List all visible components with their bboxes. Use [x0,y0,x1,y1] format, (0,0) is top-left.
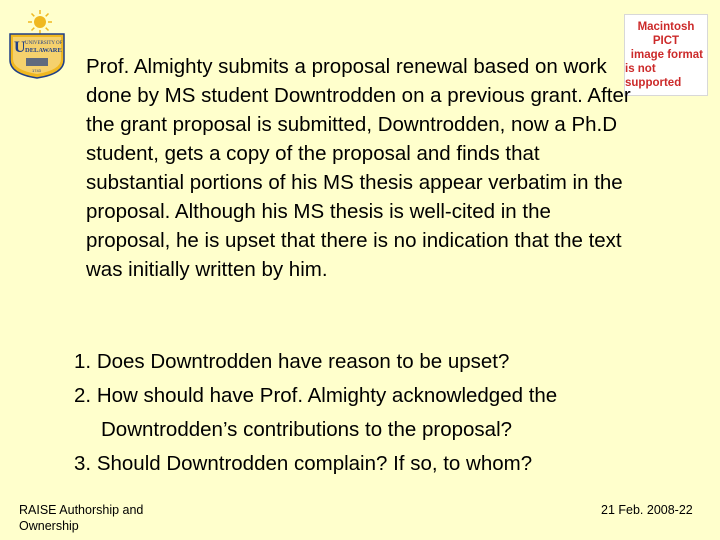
question-number: 3. [74,452,92,475]
university-logo [6,8,68,80]
footer-date: 21 Feb. 2008-22 [601,503,693,517]
question-item [74,345,694,379]
question-number: 2. [74,384,92,407]
placeholder-line-2: image format [630,49,703,61]
question-item [74,379,694,447]
placeholder-line-3: is not supported [625,63,682,89]
scenario-paragraph: Prof. Almighty submits a proposal renewal based on work done by MS student Downtrodden on a previous grant. After the grant proposal is submitted, Downtrodden, now a Ph.D student, gets a copy of the proposal and finds that substantial portions of his MS thesis appear verbatim in the proposal. Although his MS thesis is well-cited in the proposal, he is upset that there is no indication that the text was initially written by him. [86,55,631,281]
unsupported-image-placeholder [624,14,708,96]
svg-text:UNIVERSITY OF: UNIVERSITY OF [25,41,63,46]
question-item [74,447,694,481]
question-number: 1. [74,350,92,373]
question-text: How should have Prof. Almighty acknowledged the Downtrodden’s contributions to the proposal? [96,384,558,441]
svg-text:1743: 1743 [32,68,41,73]
placeholder-line-1: Macintosh PICT [637,21,695,47]
question-text: Should Downtrodden complain? If so, to whom? [96,452,533,475]
svg-text:DELAWARE: DELAWARE [25,47,62,54]
university-seal-icon [6,8,68,80]
question-text: Does Downtrodden have reason to be upset? [96,350,510,373]
footer-title: RAISE Authorship and Ownership [19,503,144,533]
question-list [74,345,694,481]
svg-text:U: U [14,39,26,56]
